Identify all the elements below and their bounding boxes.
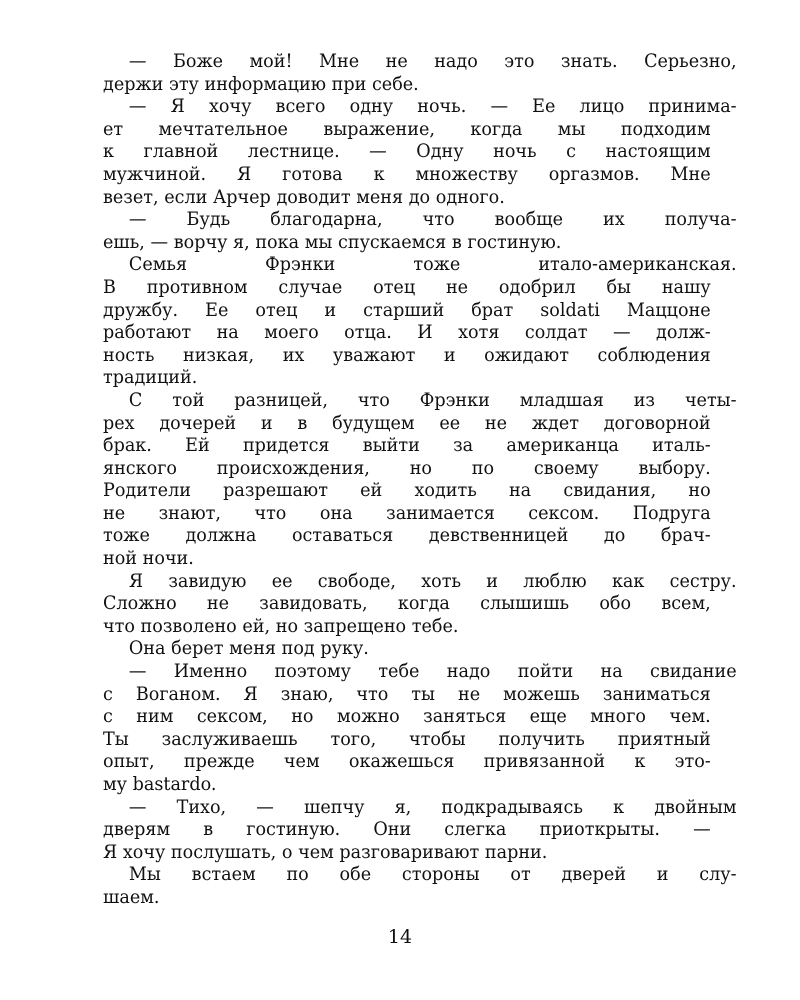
text-line: что позволено ей, но запрещено тебе.: [103, 614, 459, 637]
text-line: ет мечтательное выражение, когда мы подходим: [103, 117, 711, 140]
text-line: опыт, прежде чем окажешься привязанной к это-: [103, 750, 711, 773]
text-line: янского происхождения, но по своему выбору.: [103, 456, 711, 479]
text-line: ной ночи.: [103, 547, 194, 570]
text-line: — Я хочу всего одну ночь. — Ее лицо принима-: [128, 95, 737, 118]
text-line: Я хочу послушать, о чем разговаривают парни.: [103, 840, 548, 863]
text-line: му bastardo.: [103, 773, 217, 795]
text-line: дверям в гостиную. Они слегка приоткрыты. —: [103, 818, 711, 841]
text-line: Сложно не завидовать, когда слышишь обо всем,: [103, 592, 711, 615]
text-line: ешь, — ворчу я, пока мы спускаемся в гостиную.: [103, 230, 562, 253]
text-line: Мы встаем по обе стороны от дверей и слу-: [128, 863, 737, 886]
text-line: держи эту информацию при себе.: [103, 72, 419, 95]
text-line: с Воганом. Я знаю, что ты не можешь заниматься: [103, 682, 711, 705]
text-line: традиций.: [103, 366, 198, 389]
body-text: [103, 50, 737, 909]
text-line: дружбу. Ее отец и старший брат soldati Маццоне: [103, 298, 711, 321]
text-line: Ты заслуживаешь того, чтобы получить приятный: [103, 727, 711, 750]
text-line: шаем.: [103, 885, 160, 908]
text-line: Родители разрешают ей ходить на свидания, но: [103, 479, 711, 502]
text-line: — Тихо, — шепчу я, подкрадываясь к двойным: [128, 795, 737, 818]
text-line: тоже должна оставаться девственницей до брач-: [103, 524, 711, 547]
text-line: не знают, что она занимается сексом. Подруга: [103, 501, 711, 524]
text-line: работают на моего отца. И хотя солдат — долж-: [103, 321, 711, 344]
text-line: с ним сексом, но можно заняться еще много чем.: [103, 705, 711, 728]
text-line: — Будь благодарна, что вообще их получа-: [128, 208, 737, 231]
text-line: С той разницей, что Фрэнки младшая из четы-: [128, 388, 737, 411]
text-line: Семья Фрэнки тоже итало-американская.: [128, 253, 737, 276]
text-line: Я завидую ее свободе, хоть и люблю как сестру.: [128, 569, 737, 592]
text-line: брак. Ей придется выйти за американца италь-: [103, 434, 711, 457]
text-line: — Боже мой! Мне не надо это знать. Серьезно,: [128, 50, 737, 72]
page-number: 14: [387, 926, 413, 948]
text-line: Она берет меня под руку.: [128, 637, 369, 660]
text-line: мужчиной. Я готова к множеству оргазмов. Мне: [103, 162, 711, 185]
text-line: везет, если Арчер доводит меня до одного.: [103, 185, 505, 208]
text-line: рех дочерей и в будущем ее не ждет договорной: [103, 411, 711, 434]
text-line: — Именно поэтому тебе надо пойти на свидание: [128, 660, 737, 683]
text-line: к главной лестнице. — Одну ночь с настоящим: [103, 140, 711, 163]
text-line: В противном случае отец не одобрил бы нашу: [103, 275, 711, 298]
text-line: ность низкая, их уважают и ожидают соблюдения: [103, 343, 711, 366]
